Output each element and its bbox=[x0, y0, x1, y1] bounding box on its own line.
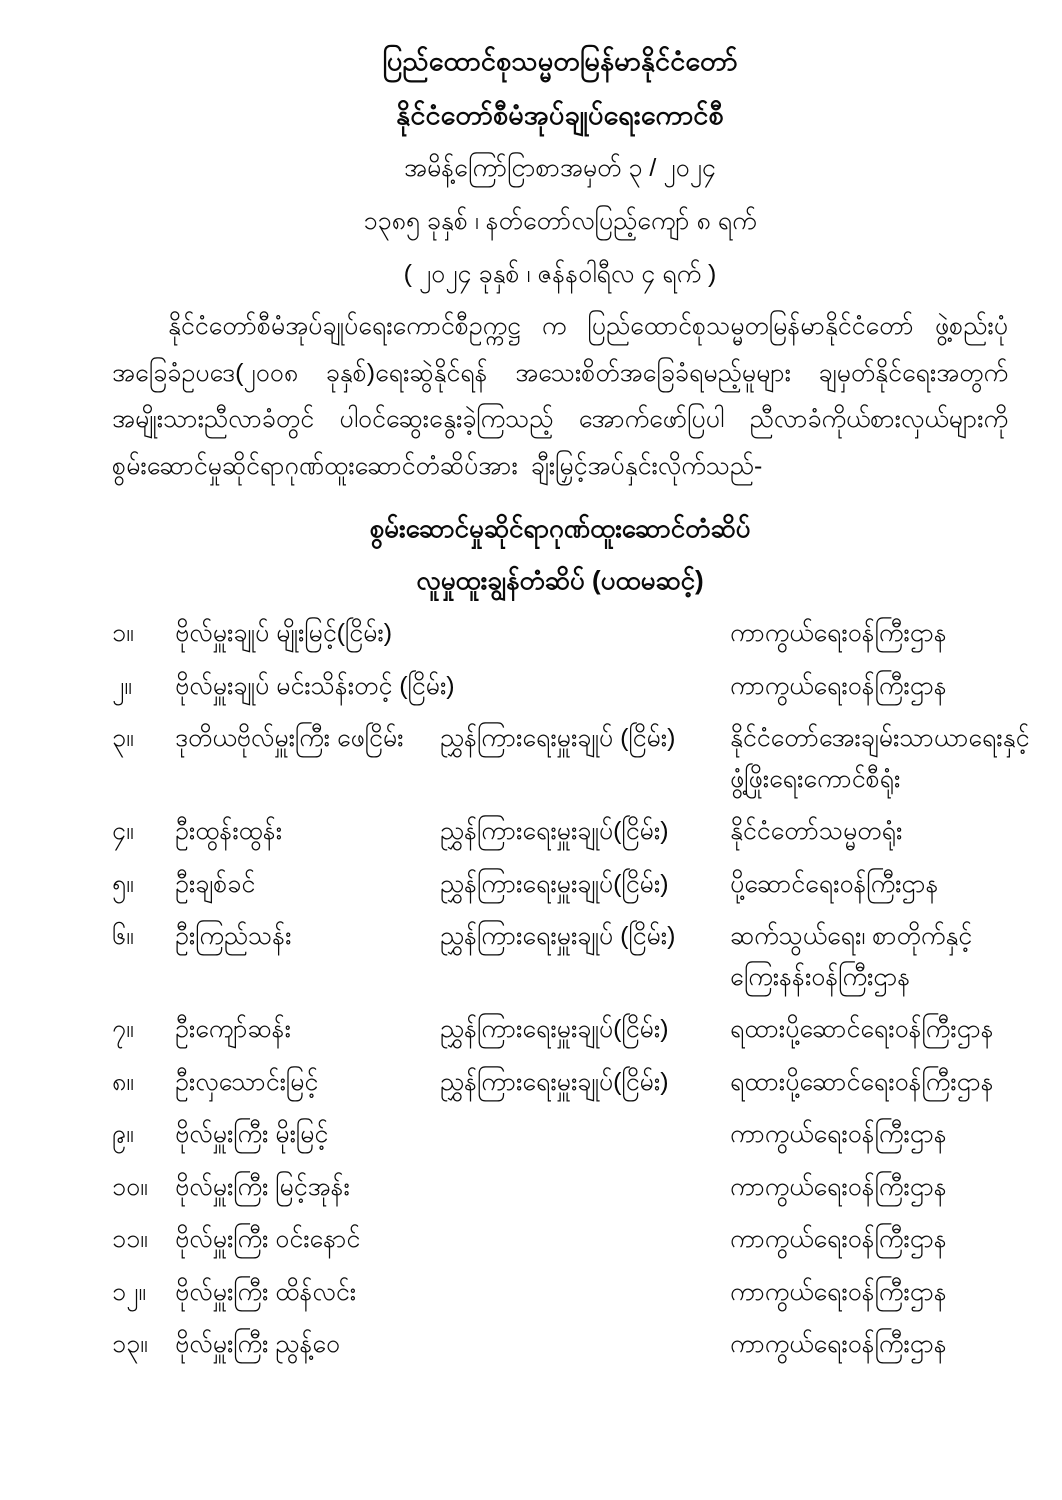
recipient-name: ဗိုလ်မှူးကြီး ညွန့်ဝေ bbox=[175, 1330, 341, 1358]
award-list bbox=[112, 613, 1030, 1365]
recipient-position: ညွှန်ကြားရေးမှူးချုပ် (ငြိမ်း) bbox=[440, 724, 676, 752]
item-number: ၁။ bbox=[112, 619, 134, 647]
award-list-item bbox=[112, 613, 1008, 654]
myanmar-date-line: ၁၃၈၅ ခုနှစ် ၊ နတ်တော်လပြည့်ကျော် ၈ ရက် bbox=[363, 207, 757, 235]
award-list-item bbox=[112, 811, 1008, 852]
recipient-ministry: ရထားပို့ဆောင်ရေးဝန်ကြီးဌာန bbox=[730, 1015, 994, 1043]
recipient-name: ဗိုလ်မှူးကြီး မြင့်အုန်း bbox=[175, 1172, 350, 1201]
recipient-name: ဦးလှသောင်းမြင့် bbox=[175, 1067, 319, 1096]
item-number: ၁၃။ bbox=[112, 1330, 148, 1358]
recipient-ministry: နိုင်ငံတော်အေးချမ်းသာယာရေးနှင့် ဖွံ့ဖြိုးရေးကောင်စီရုံး bbox=[730, 724, 1030, 793]
recipient-name: ဗိုလ်မှူးကြီး ထိန်လင်း bbox=[175, 1277, 357, 1306]
recipient-ministry: ကာကွယ်ရေးဝန်ကြီးဌာန bbox=[730, 619, 947, 647]
award-list-item bbox=[112, 1062, 1008, 1103]
award-subtitle: လူမှုထူးချွန်တံဆိပ် (ပထမဆင့်) bbox=[416, 565, 704, 595]
award-title: စွမ်းဆောင်မှုဆိုင်ရာဂုဏ်ထူးဆောင်တံဆိပ် bbox=[369, 513, 751, 543]
award-list-item bbox=[112, 666, 1008, 707]
recipient-name: ဦးထွန်းထွန်း bbox=[175, 817, 283, 845]
order-paragraph: နိုင်ငံတော်စီမံအုပ်ချုပ်ရေးကောင်စီဥက္ကဋ္ဌ က ပြည်ထောင်စုသမ္မတမြန်မာနိုင်ငံတော် ဖွဲ့စည်းပုံ အခြေခံဥပဒေ(၂၀၀၈ ခုနှစ်)ရေးဆွဲနိုင်ရန် အသေးစိတ်အခြေခံရမည့်မူများ ချမှတ်နိုင်ရေးအတွက် အမျိုးသားညီလာခံတွင် ပါဝင်ဆွေးနွေးခဲ့ကြသည့် အောက်ဖော်ပြပါ ညီလာခံကိုယ်စားလှယ်များကို စွမ်းဆောင်မှုဆိုင်ရာဂုဏ်ထူးဆောင်တံဆိပ်အား ချီးမြှင့်အပ်နှင်းလိုက်သည်- bbox=[112, 312, 1008, 480]
item-number: ၉။ bbox=[112, 1120, 134, 1148]
recipient-name: ဗိုလ်မှူးကြီး မိုးမြင့် bbox=[175, 1120, 329, 1148]
recipient-position: ညွှန်ကြားရေးမှူးချုပ်(ငြိမ်း) bbox=[440, 1015, 669, 1043]
recipient-name: ဦးကြည်သန်း bbox=[175, 922, 292, 950]
award-list-item bbox=[112, 916, 1008, 997]
item-number: ၁၁။ bbox=[112, 1225, 148, 1253]
recipient-name: ဗိုလ်မှူးကြီး ဝင်းနောင် bbox=[175, 1225, 361, 1253]
item-number: ၁၀။ bbox=[112, 1172, 148, 1201]
recipient-name: ဒုတိယဗိုလ်မှူးကြီး ဖေငြိမ်း bbox=[175, 724, 404, 752]
item-number: ၁၂။ bbox=[112, 1277, 146, 1306]
award-list-item bbox=[112, 864, 1008, 905]
recipient-ministry: ကာကွယ်ရေးဝန်ကြီးဌာန bbox=[730, 671, 947, 700]
recipient-position: ညွှန်ကြားရေးမှူးချုပ် (ငြိမ်း) bbox=[440, 922, 676, 950]
recipient-ministry: ရထားပို့ဆောင်ရေးဝန်ကြီးဌာန bbox=[730, 1067, 994, 1096]
council-title: နိုင်ငံတော်စီမံအုပ်ချုပ်ရေးကောင်စီ bbox=[396, 100, 724, 130]
item-number: ၆။ bbox=[112, 922, 134, 950]
recipient-position: ညွှန်ကြားရေးမှူးချုပ်(ငြိမ်း) bbox=[440, 817, 669, 845]
country-title: ပြည်ထောင်စုသမ္မတမြန်မာနိုင်ငံတော် bbox=[382, 46, 738, 76]
recipient-name: ဦးကျော်ဆန်း bbox=[175, 1015, 291, 1043]
recipient-name: ဗိုလ်မှူးချုပ် မင်းသိန်းတင့် (ငြိမ်း) bbox=[175, 671, 455, 700]
recipient-position: ညွှန်ကြားရေးမှူးချုပ်(ငြိမ်း) bbox=[440, 1067, 669, 1096]
item-number: ၇။ bbox=[112, 1015, 134, 1043]
item-number: ၅။ bbox=[112, 869, 134, 898]
recipient-position: ညွှန်ကြားရေးမှူးချုပ်(ငြိမ်း) bbox=[440, 869, 669, 898]
item-number: ၂။ bbox=[112, 671, 132, 700]
award-list-item bbox=[112, 1272, 1008, 1313]
recipient-ministry: ပို့ဆောင်ရေးဝန်ကြီးဌာန bbox=[730, 869, 939, 898]
recipient-ministry: ကာကွယ်ရေးဝန်ကြီးဌာန bbox=[730, 1277, 947, 1306]
item-number: ၄။ bbox=[112, 817, 134, 845]
recipient-ministry: ကာကွယ်ရေးဝန်ကြီးဌာန bbox=[730, 1120, 947, 1148]
item-number: ၈။ bbox=[112, 1067, 134, 1096]
recipient-name: ဗိုလ်မှူးချုပ် မျိုးမြင့်(ငြိမ်း) bbox=[175, 619, 393, 647]
award-list-item bbox=[112, 718, 1030, 799]
award-list-item bbox=[112, 1324, 1008, 1365]
recipient-ministry: နိုင်ငံတော်သမ္မတရုံး bbox=[730, 817, 903, 845]
item-number: ၃။ bbox=[112, 724, 134, 752]
recipient-name: ဦးချစ်ခင် bbox=[175, 869, 256, 898]
award-list-item bbox=[112, 1009, 1008, 1050]
recipient-ministry: ကာကွယ်ရေးဝန်ကြီးဌာန bbox=[730, 1172, 947, 1201]
gregorian-date-line: ( ၂၀၂၄ ခုနှစ် ၊ ဇန်နဝါရီလ ၄ ရက် ) bbox=[403, 260, 717, 288]
document-header bbox=[112, 48, 1008, 287]
award-list-item bbox=[112, 1114, 1008, 1155]
award-list-item bbox=[112, 1167, 1008, 1208]
recipient-ministry: ဆက်သွယ်ရေး၊ စာတိုက်နှင့် ကြေးနန်းဝန်ကြီးဌာန bbox=[730, 922, 973, 991]
recipient-ministry: ကာကွယ်ရေးဝန်ကြီးဌာန bbox=[730, 1225, 947, 1253]
recipient-ministry: ကာကွယ်ရေးဝန်ကြီးဌာန bbox=[730, 1330, 947, 1358]
award-list-item bbox=[112, 1219, 1008, 1260]
order-number-line: အမိန့်ကြော်ငြာစာအမှတ် ၃ / ၂၀၂၄ bbox=[404, 154, 716, 182]
